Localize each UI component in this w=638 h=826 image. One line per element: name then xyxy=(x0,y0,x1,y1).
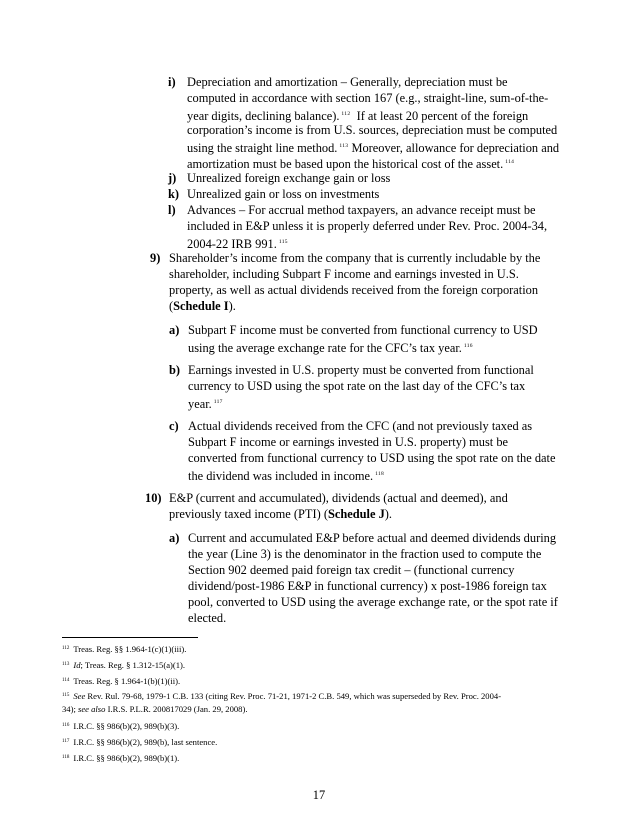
item-10a-label: a) xyxy=(169,531,180,545)
item-9c-line-3: converted from functional currency to USD using the spot rate on the date xyxy=(188,451,556,465)
item-label-k: k) xyxy=(168,187,180,201)
item-i-line-6: amortization must be based upon the historical cost of the asset. $^{114}$ xyxy=(187,157,515,171)
item-l-line-2: included in E&P unless it is properly deferred under Rev. Proc. 2004-34, xyxy=(187,219,548,233)
footnote-ref-115[interactable]: 115 xyxy=(278,239,288,245)
item-9-line-1: Shareholder’s income from the company that is currently includable by the xyxy=(169,251,541,265)
item-9b-line-2: currency to USD using the spot rate on the last day of the CFC’s tax xyxy=(188,379,526,393)
item-9-line-2: shareholder, including Subpart F income and earnings invested in U.S. xyxy=(169,267,519,281)
footnote-ref-113[interactable]: 113 xyxy=(339,143,349,149)
item-label-i: i) xyxy=(168,75,176,89)
footnote-115: $^{115}$ See Rev. Rul. 79-68, 1979-1 C.B. 133 (citing Rev. Proc. 71-21, 1971-2 C.B. 549, which was superseded by Rev. Proc. 2004- xyxy=(62,691,502,701)
item-9a-label: a) xyxy=(169,323,180,337)
item-10a-line-1: Current and accumulated E&P before actual and deemed dividends during xyxy=(188,531,557,545)
item-9c-line-2: Subpart F income or earnings invested in U.S. property) must be xyxy=(188,435,509,449)
footnote-ref-118[interactable]: 118 xyxy=(375,471,385,477)
item-10-line-1: E&P (current and accumulated), dividends (actual and deemed), and xyxy=(169,491,508,505)
footnote-114: $^{114}$ Treas. Reg. § 1.964-1(b)(1)(ii). xyxy=(62,676,181,686)
footnote-117: $^{117}$ I.R.C. §§ 986(b)(2), 989(b), last sentence. xyxy=(62,737,218,747)
schedule-j-ref: Schedule J xyxy=(327,507,385,521)
item-10a-line-2: the year (Line 3) is the denominator in the fraction used to compute the xyxy=(188,547,542,561)
page-number: 17 xyxy=(312,788,326,802)
item-9a-line-1: Subpart F income must be converted from functional currency to USD xyxy=(188,323,538,337)
item-i-line-1: Depreciation and amortization – Generally, depreciation must be xyxy=(187,75,508,89)
footnote-113: $^{113}$ Id; Treas. Reg. § 1.312-15(a)(1). xyxy=(62,660,186,670)
item-9-line-4: (Schedule I). xyxy=(169,299,236,313)
item-9b-line-1: Earnings invested in U.S. property must be converted from functional xyxy=(188,363,534,377)
item-label-10: 10) xyxy=(145,491,162,505)
item-9b-label: b) xyxy=(169,363,181,377)
footnote-116: $^{116}$ I.R.C. §§ 986(b)(2), 989(b)(3). xyxy=(62,721,180,731)
item-l-line-3: 2004-22 IRB 991. $^{115}$ xyxy=(187,237,288,251)
item-9c-label: c) xyxy=(169,419,179,433)
schedule-i-ref: Schedule I xyxy=(173,299,229,313)
footnote-112: $^{112}$ Treas. Reg. §§ 1.964-1(c)(1)(iii). xyxy=(62,644,187,654)
item-10a-line-4: dividend/post-1986 E&P in functional currency) x post-1986 foreign tax xyxy=(188,579,547,593)
footnote-separator xyxy=(62,637,198,638)
item-label-9: 9) xyxy=(150,251,161,265)
item-j-text: Unrealized foreign exchange gain or loss xyxy=(187,171,391,185)
item-label-l: l) xyxy=(168,203,176,217)
footnote-118: $^{118}$ I.R.C. §§ 986(b)(2), 989(b)(1). xyxy=(62,753,180,763)
item-k-text: Unrealized gain or loss on investments xyxy=(187,187,380,201)
footnote-ref-112[interactable]: 112 xyxy=(341,111,351,117)
item-10a-line-6: elected. xyxy=(188,611,227,625)
item-9c-line-4: the dividend was included in income. $^{118}$ xyxy=(188,469,385,483)
item-9-line-3: property, as well as actual dividends received from the foreign corporation xyxy=(169,283,539,297)
item-9a-line-2: using the average exchange rate for the CFC’s tax year. $^{116}$ xyxy=(188,341,473,355)
footnote-ref-117[interactable]: 117 xyxy=(213,399,223,405)
footnote-ref-116[interactable]: 116 xyxy=(463,343,473,349)
item-l-line-1: Advances – For accrual method taxpayers, an advance receipt must be xyxy=(187,203,536,217)
item-10a-line-5: pool, converted to USD using the average exchange rate, or the spot rate if xyxy=(188,595,558,609)
item-i-line-3: year digits, declining balance). $^{112}$ If at least 20 percent of the foreign xyxy=(187,109,529,123)
item-9c-line-1: Actual dividends received from the CFC (and not previously taxed as xyxy=(188,419,533,433)
item-9b-line-3: year. $^{117}$ xyxy=(188,397,223,411)
footnote-115-cont: 34); see also I.R.S. P.L.R. 200817029 (Jan. 29, 2008). xyxy=(62,704,248,714)
footnote-ref-114[interactable]: 114 xyxy=(505,159,515,165)
item-i-line-2: computed in accordance with section 167 (e.g., straight-line, sum-of-the- xyxy=(187,91,549,105)
item-i-line-4: corporation’s income is from U.S. sources, depreciation must be computed xyxy=(187,123,558,137)
item-10a-line-3: Section 902 deemed paid foreign tax credit – (functional currency xyxy=(188,563,515,577)
item-i-line-5: using the straight line method. $^{113}$ Moreover, allowance for depreciation and xyxy=(187,141,560,155)
item-10-line-2: previously taxed income (PTI) (Schedule J). xyxy=(169,507,393,521)
item-label-j: j) xyxy=(168,171,177,185)
